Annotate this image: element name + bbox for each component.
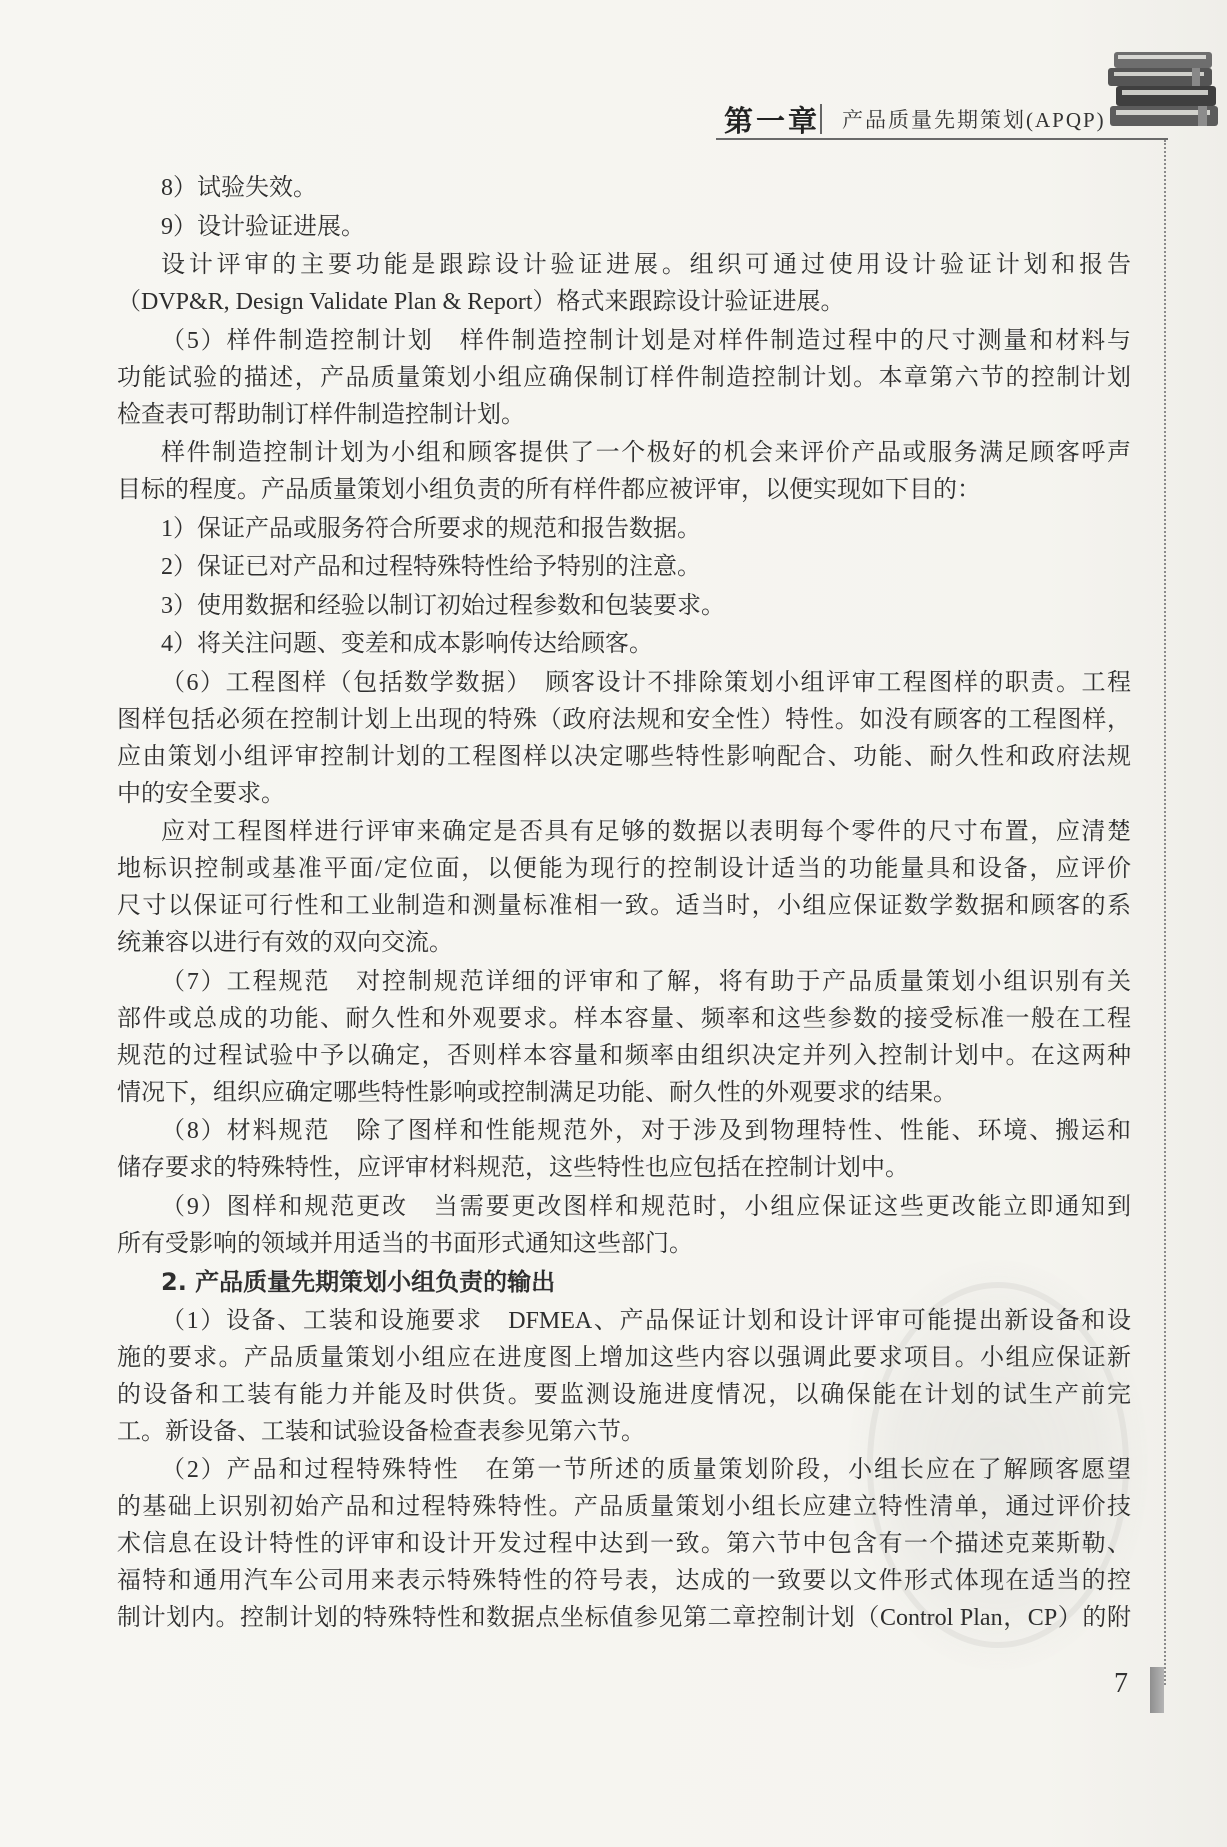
text-line: 中的安全要求。 [117, 780, 285, 807]
paragraph [117, 1452, 1131, 1637]
text-line: 图样包括必须在控制计划上出现的特殊（政府法规和安全性）特性。如没有顾客的工程图样， [117, 706, 1131, 733]
text-line: （6）工程图样（包括数学数据） 顾客设计不排除策划小组评审工程图样的职责。工程 [161, 669, 1131, 696]
text-line: 统兼容以进行有效的双向交流。 [117, 930, 453, 956]
text-line: 储存要求的特殊特性，应评审材料规范，这些特性也应包括在控制计划中。 [117, 1155, 909, 1181]
list-item [117, 626, 1131, 663]
paragraph [117, 247, 1131, 321]
text-line: 4）将关注问题、变差和成本影响传达给顾客。 [161, 631, 653, 657]
text-line: （7）工程规范 对控制规范详细的评审和了解，将有助于产品质量策划小组识别有关 [161, 968, 1131, 995]
list-item [117, 549, 1131, 586]
text-line: 1）保证产品或服务符合所要求的规范和报告数据。 [161, 515, 701, 542]
paragraph [117, 964, 1131, 1112]
text-line: 的设备和工装有能力并能及时供货。要监测设施进度情况，以确保能在计划的试生产前完 [117, 1381, 1131, 1408]
text-line: （9）图样和规范更改 当需要更改图样和规范时，小组应保证这些更改能立即通知到 [161, 1193, 1131, 1220]
thumb-index-tab [1150, 1667, 1164, 1713]
text-line: 2）保证已对产品和过程特殊特性给予特别的注意。 [161, 554, 701, 580]
running-header-title: 产品质量先期策划(APQP) [842, 108, 1106, 132]
paragraph [117, 1113, 1131, 1187]
header-divider [820, 104, 822, 134]
text-line: （2）产品和过程特殊特性 在第一节所述的质量策划阶段，小组长应在了解顾客愿望 [161, 1457, 1131, 1483]
text-line: 3）使用数据和经验以制订初始过程参数和包装要求。 [161, 592, 725, 619]
text-line: （DVP&R, Design Validate Plan & Report）格式来跟踪设计验证进展。 [117, 289, 845, 315]
text-line: 尺寸以保证可行性和工业制造和测量标准相一致。适当时，小组应保证数学数据和顾客的系 [117, 893, 1131, 919]
paragraph [117, 209, 1131, 246]
text-line: 功能试验的描述，产品质量策划小组应确保制订样件制造控制计划。本章第六节的控制计划 [117, 364, 1131, 391]
text-line: 设计评审的主要功能是跟踪设计验证进展。组织可通过使用设计验证计划和报告 [161, 252, 1131, 278]
section-heading [117, 1264, 1131, 1301]
text-line: 地标识控制或基准平面/定位面，以便能为现行的控制设计适当的功能量具和设备，应评价 [117, 856, 1131, 882]
text-line: 8）试验失效。 [161, 175, 317, 201]
text-line: 制计划内。控制计划的特殊特性和数据点坐标值参见第二章控制计划（Control Plan，CP）的附 [117, 1605, 1131, 1631]
text-line: （1）设备、工装和设施要求 DFMEA、产品保证计划和设计评审可能提出新设备和设 [161, 1307, 1131, 1334]
books-icon [1106, 46, 1222, 130]
text-line: 施的要求。产品质量策划小组应在进度图上增加这些内容以强调此要求项目。小组应保证新 [117, 1344, 1131, 1371]
header-rule [716, 138, 1168, 140]
body-text [117, 170, 1131, 1637]
text-line: 工。新设备、工装和试验设备检查表参见第六节。 [117, 1418, 645, 1445]
text-line: 的基础上识别初始产品和过程特殊特性。产品质量策划小组长应建立特性清单，通过评价技 [117, 1494, 1131, 1520]
text-line: （5）样件制造控制计划 样件制造控制计划是对样件制造过程中的尺寸测量和材料与 [161, 327, 1131, 354]
chapter-label: 第一章 [724, 106, 821, 138]
text-line: 样件制造控制计划为小组和顾客提供了一个极好的机会来评价产品或服务满足顾客呼声 [161, 440, 1131, 466]
paragraph [117, 1303, 1131, 1451]
list-item [117, 511, 1131, 548]
text-line: 福特和通用汽车公司用来表示特殊特性的符号表，达成的一致要以文件形式体现在适当的控 [117, 1568, 1131, 1594]
paragraph [117, 435, 1131, 509]
text-line: 术信息在设计特性的评审和设计开发过程中达到一致。第六节中包含有一个描述克莱斯勒、 [117, 1531, 1131, 1557]
paragraph [117, 323, 1131, 434]
text-line: 规范的过程试验中予以确定，否则样本容量和频率由组织决定并列入控制计划中。在这两种 [117, 1042, 1131, 1069]
paragraph [117, 1189, 1131, 1263]
text-line: 目标的程度。产品质量策划小组负责的所有样件都应被评审，以便实现如下目的： [117, 477, 981, 503]
text-line: 情况下，组织应确定哪些特性影响或控制满足功能、耐久性的外观要求的结果。 [117, 1079, 957, 1106]
page-number: 7 [1114, 1668, 1128, 1699]
text-line: 9）设计验证进展。 [161, 213, 365, 240]
list-item [117, 588, 1131, 625]
text-line: 应对工程图样进行评审来确定是否具有足够的数据以表明每个零件的尺寸布置，应清楚 [161, 819, 1131, 845]
margin-rule [1164, 140, 1166, 1685]
text-line: 部件或总成的功能、耐久性和外观要求。样本容量、频率和这些参数的接受标准一般在工程 [117, 1005, 1131, 1032]
paragraph [117, 814, 1131, 962]
paragraph [117, 665, 1131, 813]
section-heading-text: 2. 产品质量先期策划小组负责的输出 [161, 1268, 556, 1296]
text-line: （8）材料规范 除了图样和性能规范外，对于涉及到物理特性、性能、环境、搬运和 [161, 1118, 1131, 1144]
text-line: 所有受影响的领域并用适当的书面形式通知这些部门。 [117, 1230, 693, 1257]
text-line: 应由策划小组评审控制计划的工程图样以决定哪些特性影响配合、功能、耐久性和政府法规 [117, 743, 1131, 770]
text-line: 检查表可帮助制订样件制造控制计划。 [117, 401, 525, 428]
paragraph [117, 170, 1131, 207]
